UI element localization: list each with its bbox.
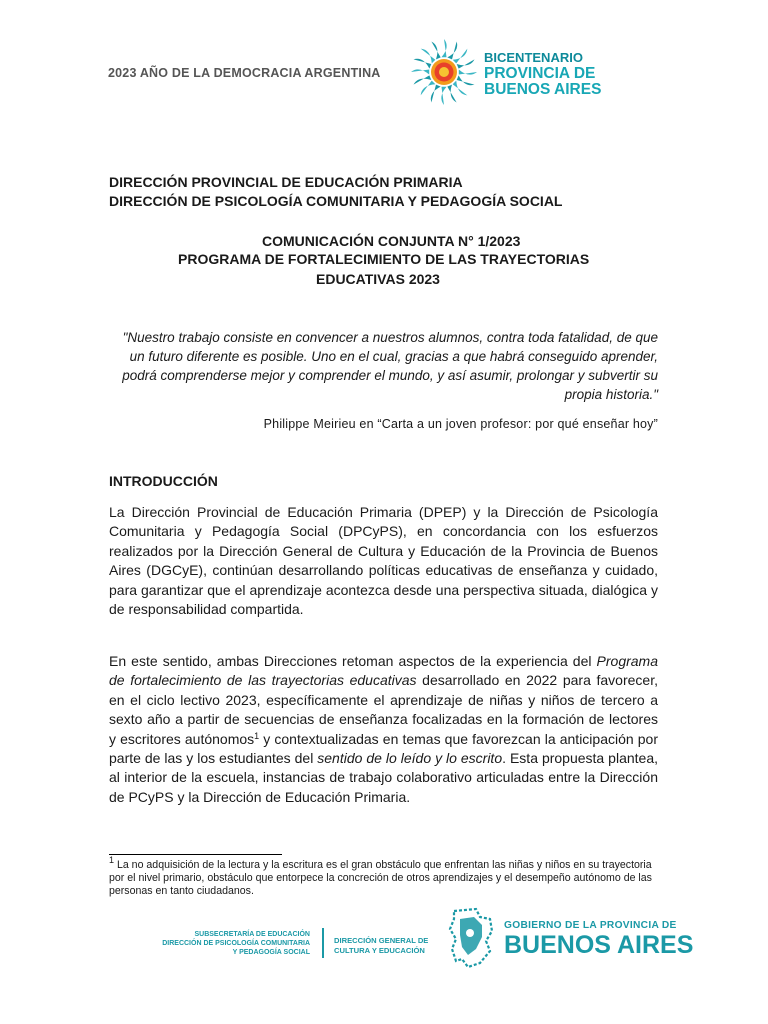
footer-gobierno xyxy=(504,920,693,959)
direction-title-primary: DIRECCIÓN PROVINCIAL DE EDUCACIÓN PRIMARIA xyxy=(109,174,463,190)
footnote-reference[interactable]: 1 xyxy=(254,730,260,741)
footer-dg-line-2: CULTURA Y EDUCACIÓN xyxy=(334,946,425,955)
p2-text-a: En este sentido, ambas Direcciones retoman aspectos de la experiencia del xyxy=(109,653,597,669)
bicentenario-sun-logo-icon xyxy=(408,36,480,108)
footer-subsecretaria xyxy=(160,930,310,957)
footer-direccion-general xyxy=(334,936,428,956)
section-heading-introduccion: INTRODUCCIÓN xyxy=(109,473,218,489)
brand-line-2: PROVINCIA DE xyxy=(484,65,596,82)
p2-text-b: desarrollado en 2022 para favorecer, en el ciclo lectivo 2023, específicamente el aprendizaje de niñas y niños de tercero a sexto año a partir de secuencias de enseñanza focalizadas en la formación de lectores y escritores autónomos xyxy=(109,672,658,747)
brand-line-3: BUENOS AIRES xyxy=(484,81,602,98)
bicentenario-brand xyxy=(484,50,601,98)
communication-number: COMUNICACIÓN CONJUNTA N° 1/2023 xyxy=(262,233,521,249)
program-title-line-2: EDUCATIVAS 2023 xyxy=(316,271,440,287)
footnote-mark: 1 xyxy=(109,855,115,865)
footer-gob-line-1: GOBIERNO DE LA PROVINCIA DE xyxy=(504,920,677,931)
footer-dg-line-1: DIRECCIÓN GENERAL DE xyxy=(334,936,429,945)
footer-sub-line-1: SUBSECRETARÍA DE EDUCACIÓN xyxy=(194,931,310,938)
intro-paragraph-1: La Dirección Provincial de Educación Primaria (DPEP) y la Dirección de Psicología Comunitaria y Pedagogía Social (DPCyPS), en concordancia con los esfuerzos realizados por la Dirección General de Cultura y Educación de la Provincia de Buenos Aires (DGCyE), continúan desarrollando políticas educativas de enseñanza y cuidado, para garantizar que el aprendizaje acontezca desde una perspectiva situada, dialógica y de responsabilidad compartida. xyxy=(109,504,658,618)
p2-emphasis: sentido de lo leído y lo escrito xyxy=(317,750,503,767)
p2-text-c: y contextualizadas en temas que favorezcan la anticipación por parte de las y los estudiantes del xyxy=(109,730,659,767)
province-map-logo-icon xyxy=(446,905,496,971)
p2-text-d: . Esta propuesta plantea, al interior de la escuela, instancias de trabajo colaborativo articuladas entre la Dirección de PCyPS y la Dirección de Educación Primaria. xyxy=(109,750,658,805)
footer-gob-line-2: BUENOS AIRES xyxy=(504,931,694,959)
header-motto: 2023 AÑO DE LA DEMOCRACIA ARGENTINA xyxy=(108,66,381,80)
p2-program-name: Programa de fortalecimiento de las trayectorias educativas xyxy=(109,653,658,689)
footnote-divider xyxy=(109,854,282,855)
footnote xyxy=(109,855,661,898)
footer-separator xyxy=(322,928,324,958)
epigraph-source: Philippe Meirieu en “Carta a un joven profesor: por qué enseñar hoy” xyxy=(263,417,658,431)
footer-sub-line-2: DIRECCIÓN DE PSICOLOGÍA COMUNITARIA xyxy=(162,940,310,947)
footer-sub-line-3: Y PEDAGOGÍA SOCIAL xyxy=(232,949,310,956)
direction-title-psychology: DIRECCIÓN DE PSICOLOGÍA COMUNITARIA Y PEDAGOGÍA SOCIAL xyxy=(109,193,563,209)
intro-paragraph-2 xyxy=(109,652,658,807)
program-title-line-1: PROGRAMA DE FORTALECIMIENTO DE LAS TRAYECTORIAS xyxy=(178,251,590,267)
epigraph-quote: "Nuestro trabajo consiste en convencer a nuestros alumnos, contra toda fatalidad, de que un futuro diferente es posible. Uno en el cual, gracias a que habrá conseguido aprender, podrá comprenderse mejor y comprender el mundo, y así asumir, prolongar y subvertir su propia historia." xyxy=(122,330,658,402)
footnote-text: La no adquisición de la lectura y la escritura es el gran obstáculo que enfrentan las niñas y niños en su trayectoria por el nivel primario, obstáculo que entorpece la concreción de otros aprendizajes y el desempeño autónomo de las personas en tanto ciudadanos. xyxy=(109,859,652,897)
brand-line-1: BICENTENARIO xyxy=(484,50,583,65)
